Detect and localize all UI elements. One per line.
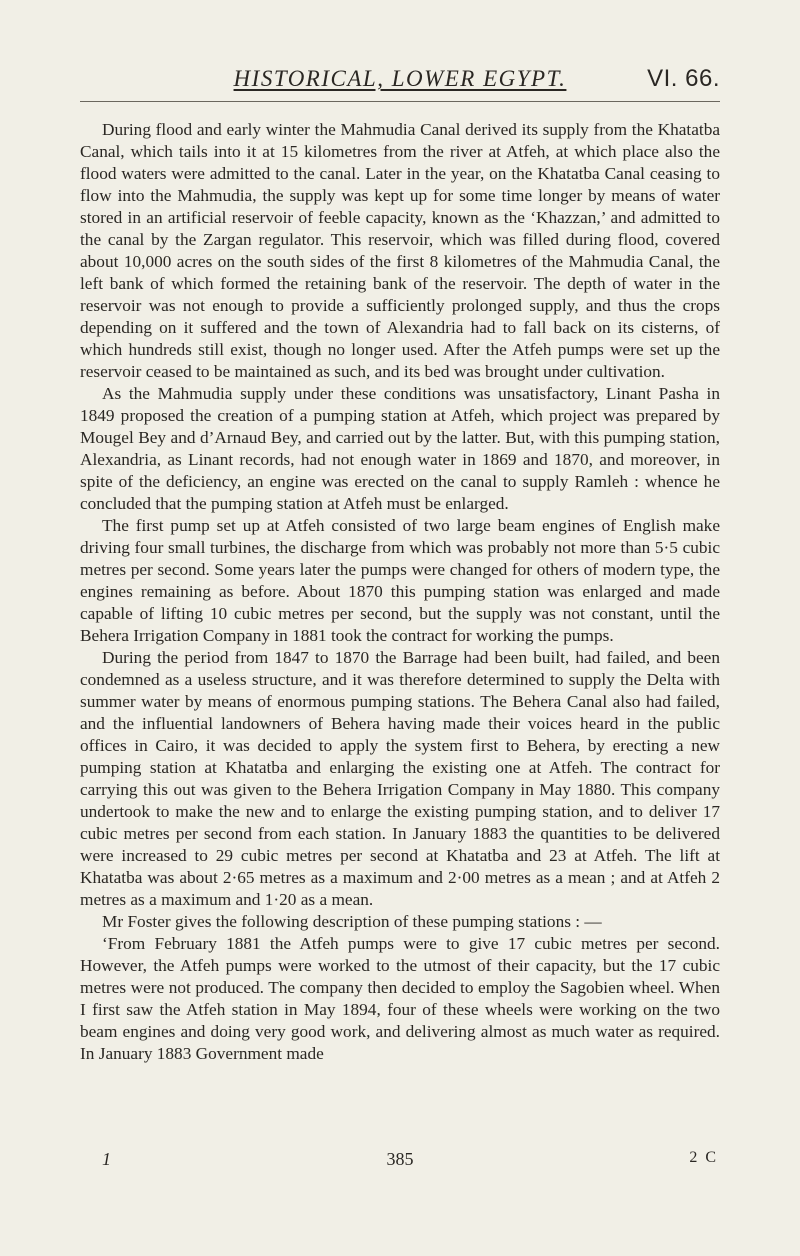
paragraph-3: The first pump set up at Atfeh consisted of two large beam engines of English make driving four small turbines, the discharge from which was probably not more than 5·5 cubic metres per second. Some years later the pumps were changed for others of modern type, the engines remaining as before. About 1870 this pumping station was enlarged and made capable of lifting 10 cubic metres per second, but the supply was not constant, until the Behera Irrigation Company in 1881 took the contract for working the pumps. (80, 516, 720, 645)
body-text (80, 119, 720, 1065)
paragraph-6: ‘From February 1881 the Atfeh pumps were to give 17 cubic metres per second. However, the Atfeh pumps were worked to the utmost of their capacity, but the 17 cubic metres were not produced. The company then decided to employ the Sagobien wheel. When I first saw the Atfeh station in May 1894, four of these wheels were working on the two beam engines and doing very good work, and delivering almost as much water as required. In January 1883 Government made (80, 934, 720, 1063)
running-head-title: HISTORICAL, LOWER EGYPT. (233, 66, 567, 91)
signature-mark-left: 1 (102, 1149, 111, 1169)
running-head (80, 66, 720, 106)
header-rule (80, 101, 720, 102)
paragraph-5: Mr Foster gives the following description of these pumping stations : — (102, 912, 602, 931)
paragraph-4: During the period from 1847 to 1870 the Barrage had been built, had failed, and been condemned as a useless structure, and it was therefore determined to supply the Delta with summer water by means of enormous pumping stations. The Behera Canal also had failed, and the influential landowners of Behera having made their voices heard in the public offices in Cairo, it was decided to apply the system first to Behera, by erecting a new pumping station at Khatatba and enlarging the existing one at Atfeh. The contract for carrying this out was given to the Behera Irrigation Company in May 1880. This company undertook to make the new and to enlarge the existing pumping station, and to deliver 17 cubic metres per second from each station. In January 1883 the quantities to be delivered were increased to 29 cubic metres per second at Khatatba and 23 at Atfeh. The lift at Khatatba was about 2·65 metres as a maximum and 2·00 metres as a mean ; and at Atfeh 2 metres as a maximum and 1·20 as a mean. (80, 648, 720, 909)
paragraph-2: As the Mahmudia supply under these conditions was unsatisfactory, Linant Pasha in 1849 proposed the creation of a pumping station at Atfeh, which project was prepared by Mougel Bey and d’Arnaud Bey, and carried out by the latter. But, with this pumping station, Alexandria, as Linant records, had not enough water in 1869 and 1870, and moreover, in spite of the deficiency, an engine was erected on the canal to supply Ramleh : whence he concluded that the pumping station at Atfeh must be enlarged. (80, 384, 720, 513)
section-number: VI. 66. (647, 65, 720, 92)
paragraph-1: During flood and early winter the Mahmudia Canal derived its supply from the Khatatba Canal, which tails into it at 15 kilometres from the river at Atfeh, at which place also the flood waters were admitted to the canal. Later in the year, on the Khatatba Canal ceasing to flow into the Mahmudia, the supply was kept up for some time longer by means of water stored in an artificial reservoir of feeble capacity, known as the ‘Khazzan,’ and admitted to the canal by the Zargan regulator. This reservoir, which was filled during flood, covered about 10,000 acres on the south sides of the first 8 kilometres of the Mahmudia Canal, the left bank of which formed the retaining bank of the reservoir. The depth of water in the reservoir was not enough to provide a sufficiently prolonged supply, and thus the crops depending on it suffered and the town of Alexandria had to fall back on its cisterns, of which hundreds still exist, though no longer used. After the Atfeh pumps were set up the reservoir ceased to be maintained as such, and its bed was brought under cultivation. (80, 120, 720, 381)
page-number: 385 (386, 1149, 414, 1169)
page-footer (80, 1149, 720, 1173)
signature-mark-right: 2 C (689, 1149, 718, 1166)
